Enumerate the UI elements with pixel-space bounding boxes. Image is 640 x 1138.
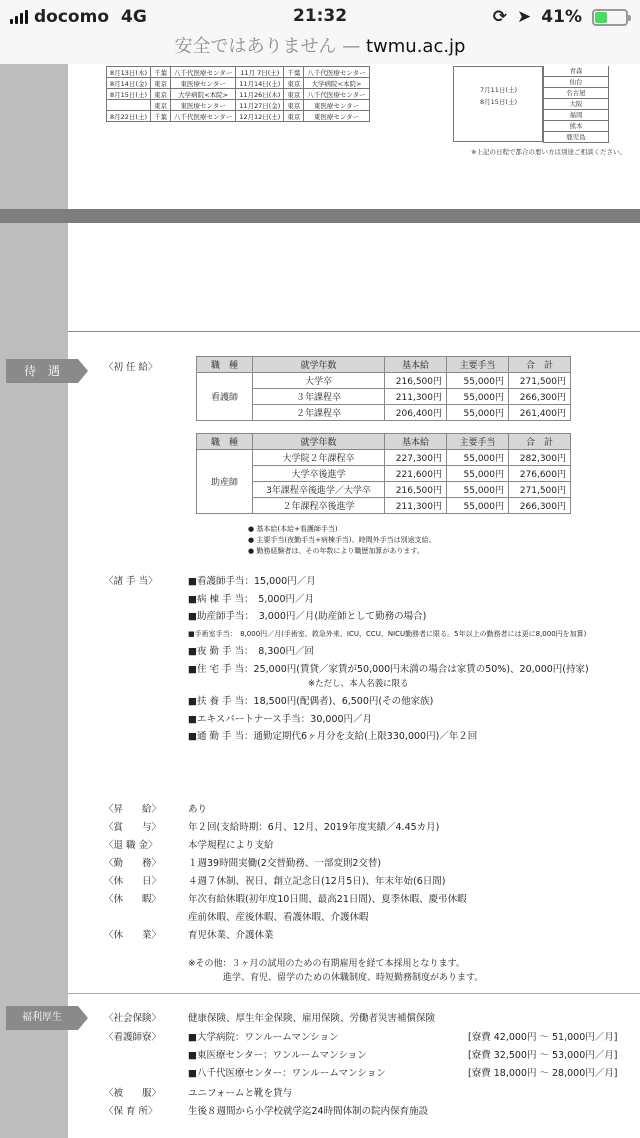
schedule-cell: 11月26日(木) [236, 89, 284, 100]
salary-row [197, 482, 571, 498]
dorm-row [188, 1047, 617, 1065]
schedule-cell: 東医療センター [170, 100, 235, 111]
schedule-cell: 8月22日(土) [107, 111, 151, 122]
job-category: 助産師 [197, 450, 253, 514]
allowance-item: ■通 勤 手 当：通勤定期代6ヶ月分を支給(上限330,000円)／年２回 [188, 731, 478, 742]
salary-note: ● 基本給(本給+看護師手当) [248, 525, 338, 533]
dorm-label: 〈看護師寮〉 [104, 1032, 162, 1043]
schedule-cell: 千葉 [150, 67, 170, 78]
midwife-salary-table [196, 433, 571, 514]
schedule-cell: 八千代医療センター [170, 67, 235, 78]
starting-salary-label: 〈初 任 給〉 [104, 362, 158, 373]
detail-value: あり [188, 804, 208, 815]
carrier-name: docomo [34, 7, 109, 27]
dorm-fee: [寮費 42,000円 ～ 51,000円／月] [468, 1032, 618, 1043]
education-cell: 3年課程卒後進学／大学卒 [253, 482, 385, 498]
detail-label: 〈休 暇〉 [104, 894, 162, 905]
battery-icon [592, 9, 628, 26]
allowances-label: 〈諸 手 当〉 [104, 576, 158, 587]
dorm-fee: [寮費 18,000円 ～ 28,000円／月] [468, 1068, 618, 1079]
city-item: 仙台 [543, 77, 609, 88]
salary-header-cell: 就学年数 [253, 434, 385, 450]
dorm-name: ■大学病院：ワンルームマンション [188, 1032, 339, 1043]
allowance-item: ■夜 勤 手 当： 8,300円／回 [188, 646, 314, 657]
detail-value: １週39時間実働(2交替勤務、一部変則2交替) [188, 858, 382, 869]
schedule-cell: 東医療センター [170, 78, 235, 89]
education-cell: 大学卒後進学 [253, 466, 385, 482]
welfare-tab: 福利厚生 [6, 1006, 78, 1030]
location-icon: ➤ [517, 7, 532, 27]
schedule-cell: 12月12日(土) [236, 111, 284, 122]
salary-header-cell: 合 計 [509, 434, 571, 450]
dorm-fee: [寮費 32,500円 ～ 53,000円／月] [468, 1050, 618, 1061]
schedule-cell: 大学病院<本院> [304, 78, 369, 89]
salary-note: ● 勤務経験者は、その年数により職歴加算があります。 [248, 547, 424, 555]
amount-cell: 55,000円 [447, 389, 509, 405]
salary-note: ● 主要手当(夜勤手当+病棟手当)、時間外手当は別途支給。 [248, 536, 436, 544]
schedule-cell [107, 100, 151, 111]
right-date-2: 8月15日(土) [480, 98, 517, 106]
job-category: 看護師 [197, 373, 253, 421]
detail-label: 〈賞 与〉 [104, 822, 162, 833]
detail-row [104, 855, 467, 873]
city-list [543, 66, 609, 143]
schedule-cell: 八千代医療センター [304, 67, 369, 78]
detail-value: ４週７休制、祝日、創立記念日(12月5日)、年末年始(6日間) [188, 876, 446, 887]
salary-header-row [197, 357, 571, 373]
detail-list [104, 801, 467, 945]
schedule-cell: 東医療センター [304, 111, 369, 122]
salary-header-cell: 主要手当 [447, 434, 509, 450]
schedule-cell: 11月27日(金) [236, 100, 284, 111]
orientation-lock-icon: ⟳ [492, 7, 508, 27]
city-item: 青森 [543, 66, 609, 77]
amount-cell: 227,300円 [385, 450, 447, 466]
schedule-row [107, 67, 370, 78]
detail-value: 年次有給休暇(初年度10日間、最高21日間)、夏季休暇、慶弔休暇 [188, 894, 467, 905]
salary-header-cell: 職 種 [197, 434, 253, 450]
schedule-cell: 千葉 [284, 67, 304, 78]
salary-row [197, 405, 571, 421]
amount-cell: 55,000円 [447, 405, 509, 421]
schedule-cell: 東京 [150, 100, 170, 111]
detail-row [104, 891, 467, 909]
allowance-item: ■看護師手当：15,000円／月 [188, 576, 316, 587]
education-cell: ３年課程卒 [253, 389, 385, 405]
city-item: 鹿児島 [543, 132, 609, 143]
schedule-cell: 東京 [284, 78, 304, 89]
detail-label: 〈昇 給〉 [104, 804, 162, 815]
city-item: 名古屋 [543, 88, 609, 99]
education-cell: 大学院２年課程卒 [253, 450, 385, 466]
schedule-cell: 東京 [284, 89, 304, 100]
education-cell: ２年課程卒後進学 [253, 498, 385, 514]
salary-row [197, 450, 571, 466]
schedule-cell: 東京 [284, 111, 304, 122]
allowance-item: ■助産師手当： 3,000円／月(助産師として勤務の場合) [188, 611, 427, 622]
detail-value: 育児休業、介護休業 [188, 930, 274, 941]
schedule-right-block [453, 66, 543, 142]
schedule-row [107, 111, 370, 122]
amount-cell: 271,500円 [509, 482, 571, 498]
amount-cell: 55,000円 [447, 450, 509, 466]
amount-cell: 55,000円 [447, 373, 509, 389]
status-right [493, 7, 628, 27]
insurance-value: 健康保険、厚生年金保険、雇用保険、労働者災害補償保険 [188, 1013, 436, 1024]
detail-value: 産前休暇、産後休暇、看護休暇、介護休暇 [188, 912, 369, 923]
detail-row [104, 801, 467, 819]
url-domain: twmu.ac.jp [365, 36, 466, 57]
salary-header-cell: 合 計 [509, 357, 571, 373]
treatment-tab: 待 遇 [6, 359, 78, 383]
schedule-cell: 千葉 [150, 111, 170, 122]
childcare-value: 生後８週間から小学校就学迄24時間体制の院内保育施設 [188, 1106, 429, 1117]
amount-cell: 55,000円 [447, 466, 509, 482]
dorm-row [188, 1029, 617, 1047]
section-rule [68, 331, 640, 332]
detail-label [104, 909, 188, 927]
salary-header-row [197, 434, 571, 450]
network-type: 4G [121, 7, 147, 27]
salary-row [197, 373, 571, 389]
amount-cell: 211,300円 [385, 389, 447, 405]
amount-cell: 55,000円 [447, 482, 509, 498]
uniform-label: 〈被 服〉 [104, 1088, 162, 1099]
schedule-cell: 東京 [150, 89, 170, 100]
schedule-cell: 11月 7日(土) [236, 67, 284, 78]
schedule-cell: 11月14日(土) [236, 78, 284, 89]
url-bar[interactable] [0, 34, 640, 64]
schedule-cell: 東医療センター [304, 100, 369, 111]
salary-row [197, 389, 571, 405]
clock: 21:32 [292, 6, 348, 26]
detail-row [104, 837, 467, 855]
dorm-name: ■八千代医療センター：ワンルームマンション [188, 1068, 386, 1079]
salary-header-cell: 主要手当 [447, 357, 509, 373]
salary-header-cell: 就学年数 [253, 357, 385, 373]
allowance-item: ■手術室手当： 8,000円／月(手術室、救急外来、ICU、CCU、NICU勤務者に限る。5年以上の勤務者には更に8,000円を加算) [188, 629, 587, 638]
schedule-cell: 東京 [150, 78, 170, 89]
detail-row [104, 909, 467, 927]
allowance-item: ■エキスパートナース手当：30,000円／月 [188, 713, 373, 725]
salary-notes [248, 524, 436, 557]
uniform-value: ユニフォームと靴を貸与 [188, 1088, 293, 1099]
amount-cell: 221,600円 [385, 466, 447, 482]
allowance-item: ※ただし、本人名義に限る [308, 679, 409, 689]
schedule-cell: 8月13日(木) [107, 67, 151, 78]
salary-row [197, 498, 571, 514]
amount-cell: 282,300円 [509, 450, 571, 466]
amount-cell: 266,300円 [509, 498, 571, 514]
detail-row [104, 819, 467, 837]
detail-row [104, 927, 467, 945]
amount-cell: 216,500円 [385, 373, 447, 389]
dorm-row [188, 1065, 617, 1083]
schedule-table [106, 66, 370, 122]
schedule-cell: 東京 [284, 100, 304, 111]
insurance-label: 〈社会保険〉 [104, 1013, 162, 1024]
amount-cell: 206,400円 [385, 405, 447, 421]
detail-label: 〈休 業〉 [104, 930, 162, 941]
amount-cell: 216,500円 [385, 482, 447, 498]
detail-row [104, 873, 467, 891]
detail-label: 〈休 日〉 [104, 876, 162, 887]
schedule-cell: 8月14日(金) [107, 78, 151, 89]
schedule-cell: 八千代医療センター [170, 111, 235, 122]
schedule-row [107, 89, 370, 100]
document-page [22, 223, 640, 1138]
schedule-cell: 8月15日(土) [107, 89, 151, 100]
city-item: 福岡 [543, 110, 609, 121]
amount-cell: 276,600円 [509, 466, 571, 482]
detail-value: 年２回(支給時期：6月、12月、2019年度実績／4.45カ月) [188, 822, 440, 833]
dorm-name: ■東医療センター：ワンルームマンション [188, 1050, 367, 1061]
schedule-note: ※上記の日程で都合の悪い方は別途ご相談ください。 [471, 148, 626, 156]
dorm-list [188, 1029, 617, 1083]
amount-cell: 55,000円 [447, 498, 509, 514]
other-note-2: 進学、育児、留学のための休職制度、時短勤務制度があります。 [223, 973, 484, 983]
salary-row [197, 466, 571, 482]
detail-label: 〈勤 務〉 [104, 858, 162, 869]
amount-cell: 261,400円 [509, 405, 571, 421]
salary-header-cell: 職 種 [197, 357, 253, 373]
security-warning: 安全ではありません — [174, 36, 361, 57]
allowance-item: ■病 棟 手 当： 5,000円／月 [188, 593, 314, 605]
left-margin-strip [0, 64, 68, 209]
allowance-list [188, 573, 589, 746]
amount-cell: 271,500円 [509, 373, 571, 389]
status-bar [0, 0, 640, 34]
salary-header-cell: 基本給 [385, 434, 447, 450]
salary-header-cell: 基本給 [385, 357, 447, 373]
education-cell: ２年課程卒 [253, 405, 385, 421]
city-item: 大阪 [543, 99, 609, 110]
schedule-section [68, 64, 640, 209]
schedule-cell: 八千代医療センター [304, 89, 369, 100]
schedule-row [107, 78, 370, 89]
page-separator [0, 209, 640, 223]
city-item: 熊本 [543, 121, 609, 132]
amount-cell: 266,300円 [509, 389, 571, 405]
allowance-item: ■扶 養 手 当：18,500円(配偶者)、6,500円(その他家族) [188, 696, 434, 707]
battery-fill [595, 12, 607, 23]
education-cell: 大学卒 [253, 373, 385, 389]
section-rule [68, 993, 640, 994]
detail-label: 〈退 職 金〉 [104, 840, 158, 851]
schedule-cell: 大学病院<本院> [170, 89, 235, 100]
schedule-row [107, 100, 370, 111]
allowance-item: ■住 宅 手 当：25,000円(賃貸／家賃が50,000円未満の場合は家賃の50%)、20,000円(持家) [188, 663, 589, 675]
right-date-1: 7月11日(土) [480, 86, 517, 94]
battery-percent: 41% [541, 7, 582, 27]
other-note-1: ※その他：３ヶ月の試用のための有期雇用を経て本採用となります。 [188, 959, 465, 969]
detail-value: 本学規程により支給 [188, 840, 274, 851]
page-content[interactable] [0, 64, 640, 1138]
childcare-label: 〈保 育 所〉 [104, 1106, 158, 1117]
nurse-salary-table [196, 356, 571, 421]
amount-cell: 211,300円 [385, 498, 447, 514]
